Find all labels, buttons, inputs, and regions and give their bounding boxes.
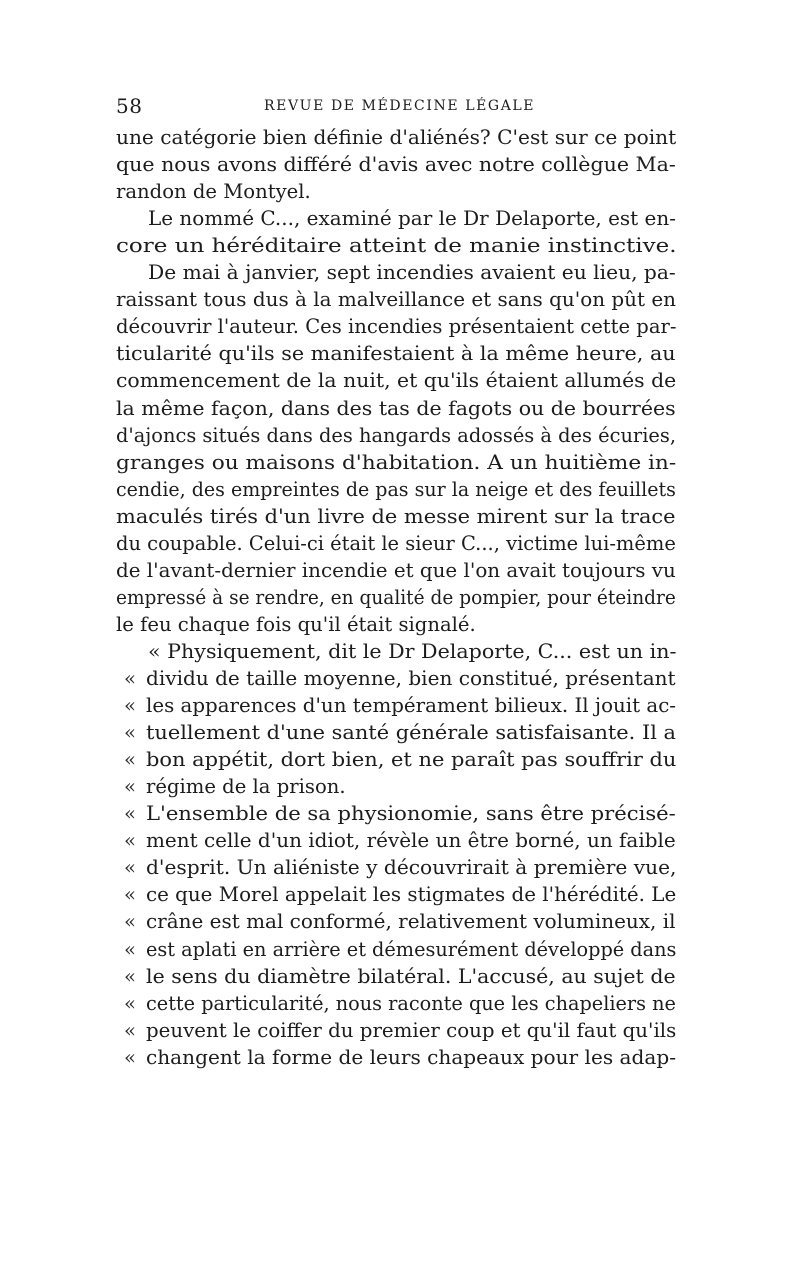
line-text: dividu de taille moyenne, bien constitué, présentant <box>146 667 676 690</box>
line-text: empressé à se rendre, en qualité de pompier, pour éteindre <box>116 585 676 609</box>
line-text: le sens du diamètre bilatéral. L'accusé, au sujet de <box>146 964 676 988</box>
line-text: que nous avons différé d'avis avec notre collègue Ma- <box>116 153 676 177</box>
line-text: commencement de la nuit, et qu'ils étaient allumés de <box>116 369 677 393</box>
quote-mark: « <box>124 667 136 690</box>
quote-mark: « <box>124 883 136 907</box>
text-line <box>116 800 676 827</box>
page-header <box>116 94 676 120</box>
text-line <box>116 990 676 1017</box>
line-text: « Physiquement, dit le Dr Delaporte, C... est un in- <box>148 639 677 663</box>
text-line <box>116 503 676 530</box>
quote-mark: « <box>124 748 136 772</box>
line-text: ticularité qu'ils se manifestaient à la même heure, au <box>116 342 676 366</box>
quote-mark: « <box>124 721 136 745</box>
text-line <box>116 259 676 286</box>
line-text: cette particularité, nous raconte que les chapeliers ne <box>146 991 676 1015</box>
text-line <box>116 422 676 449</box>
text-line <box>116 638 676 665</box>
text-line <box>116 557 676 584</box>
text-line <box>116 584 676 611</box>
line-text: bon appétit, dort bien, et ne paraît pas souffrir du <box>146 748 677 772</box>
text-line <box>116 963 676 990</box>
text-line <box>116 395 676 422</box>
line-text: la même façon, dans des tas de fagots ou de bourrées <box>116 396 676 420</box>
line-text: d'ajoncs situés dans des hangards adossés à des écuries, <box>116 423 676 447</box>
running-head: REVUE DE MÉDECINE LÉGALE <box>264 98 536 114</box>
text-line <box>116 881 676 908</box>
line-text: du coupable. Celui-ci était le sieur C..., victime lui-même <box>116 531 676 555</box>
line-text: changent la forme de leurs chapeaux pour les adap- <box>146 1045 677 1069</box>
line-text: les apparences d'un tempérament bilieux. Il jouit ac- <box>146 694 676 718</box>
text-line <box>116 205 676 232</box>
text-line <box>116 151 676 178</box>
line-text: crâne est mal conformé, relativement volumineux, il <box>146 910 676 934</box>
text-line <box>116 611 676 638</box>
line-text: ce que Morel appelait les stigmates de l'hérédité. Le <box>146 883 677 907</box>
line-text: raissant tous dus à la malveillance et sans qu'on pût en <box>116 288 677 312</box>
text-line <box>116 692 676 719</box>
text-line <box>116 232 676 259</box>
quote-mark: « <box>124 802 136 826</box>
line-text: core un héréditaire atteint de manie instinctive. <box>116 234 677 258</box>
line-text: le feu chaque fois qu'il était signalé. <box>116 612 476 636</box>
text-line <box>116 286 676 313</box>
text-line <box>116 936 676 963</box>
line-text: de l'avant-dernier incendie et que l'on avait toujours vu <box>116 558 676 582</box>
text-line <box>116 476 676 503</box>
text-line <box>116 908 676 935</box>
text-line <box>116 449 676 476</box>
line-text: maculés tirés d'un livre de messe mirent sur la trace <box>116 504 676 528</box>
line-text: tuellement d'une santé générale satisfaisante. Il a <box>146 721 676 745</box>
text-line <box>116 340 676 367</box>
line-text: granges ou maisons d'habitation. A un huitième in- <box>116 450 677 474</box>
quote-mark: « <box>124 1018 136 1042</box>
quote-mark: « <box>124 694 136 718</box>
text-line <box>116 124 676 151</box>
text-line <box>116 178 676 205</box>
text-line <box>116 1044 676 1071</box>
text-line <box>116 313 676 340</box>
quote-mark: « <box>124 829 136 853</box>
line-text: peuvent le coiffer du premier coup et qu'il faut qu'ils <box>146 1018 677 1042</box>
line-text: est aplati en arrière et démesurément développé dans <box>146 937 677 961</box>
text-line <box>116 665 676 692</box>
line-text: randon de Montyel. <box>116 180 311 204</box>
line-text: Le nommé C..., examiné par le Dr Delaporte, est en- <box>148 207 676 231</box>
line-text: ment celle d'un idiot, révèle un être borné, un faible <box>146 829 676 853</box>
text-line <box>116 1017 676 1044</box>
line-text: une catégorie bien définie d'aliénés? C'est sur ce point <box>116 126 677 149</box>
text-line <box>116 773 676 800</box>
line-text: régime de la prison. <box>146 775 346 799</box>
quote-mark: « <box>124 910 136 934</box>
quote-mark: « <box>124 991 136 1015</box>
text-line <box>116 367 676 394</box>
line-text: L'ensemble de sa physionomie, sans être précisé- <box>146 802 676 826</box>
text-line <box>116 719 676 746</box>
line-text: De mai à janvier, sept incendies avaient eu lieu, pa- <box>148 261 676 285</box>
quote-mark: « <box>124 1045 136 1069</box>
line-text: découvrir l'auteur. Ces incendies présentaient cette par- <box>116 315 677 339</box>
quote-mark: « <box>124 937 136 961</box>
quote-mark: « <box>124 775 136 799</box>
text-line <box>116 530 676 557</box>
quote-mark: « <box>124 964 136 988</box>
text-line <box>116 746 676 773</box>
line-text: cendie, des empreintes de pas sur la neige et des feuillets <box>116 477 676 501</box>
text-line <box>116 827 676 854</box>
page-number: 58 <box>116 94 143 118</box>
line-text: d'esprit. Un aliéniste y découvrirait à première vue, <box>146 856 677 880</box>
quote-mark: « <box>124 856 136 880</box>
text-line <box>116 854 676 881</box>
